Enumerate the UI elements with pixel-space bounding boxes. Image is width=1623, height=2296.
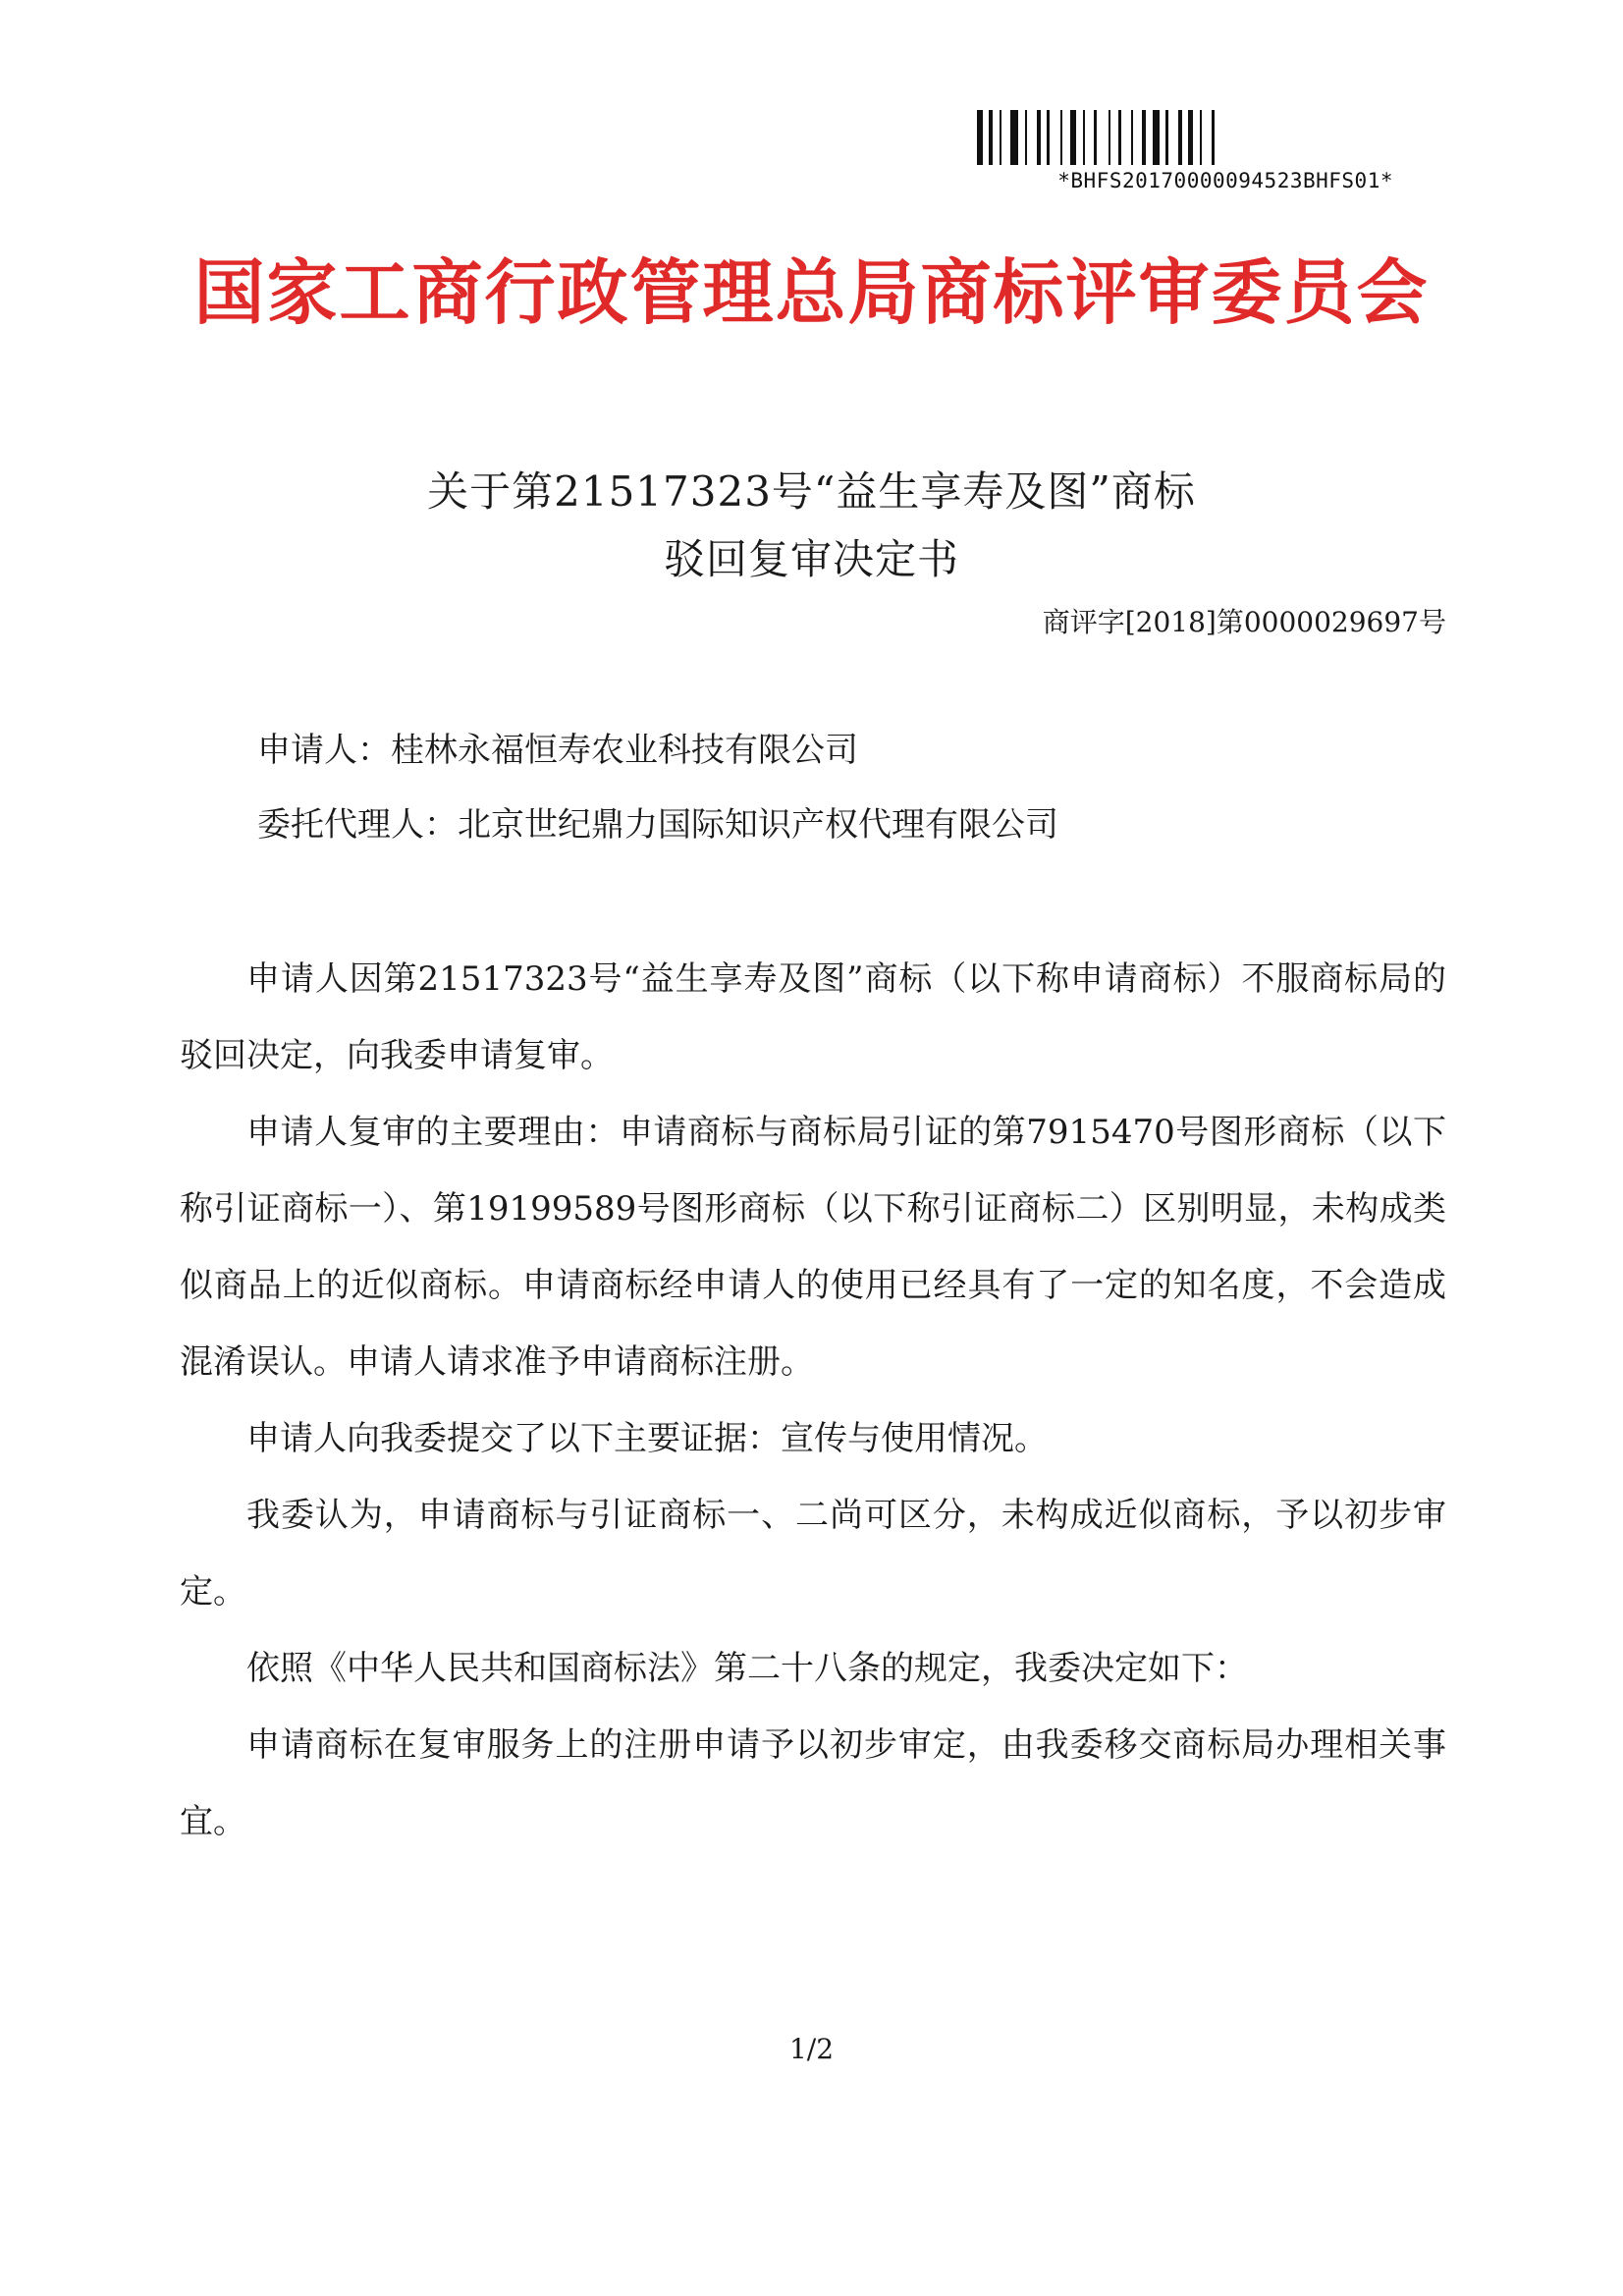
barcode-text: *BHFS20170000094523BHFS01* — [1057, 169, 1393, 192]
barcode-bar — [1094, 110, 1097, 165]
barcode-bar — [1153, 110, 1160, 165]
barcode-bar — [1060, 110, 1062, 165]
organization-title: 国家工商行政管理总局商标评审委员会 — [193, 251, 1430, 334]
barcode-bar — [1083, 110, 1085, 165]
body-paragraph-2: 申请人复审的主要理由：申请商标与商标局引证的第7915470号图形商标（以下称引证商标一）、第19199589号图形商标（以下称引证商标二）区别明显，未构成类似商品上的近似商标。申请商标经申请人的使用已经具有了一定的知名度，不会造成混淆误认。申请人请求准予申请商标注册。 — [180, 1113, 1446, 1382]
body-paragraph-4: 我委认为，申请商标与引证商标一、二尚可区分，未构成近似商标，予以初步审定。 — [180, 1496, 1446, 1612]
body-paragraph-1: 申请人因第21517323号“益生享寿及图”商标（以下称申请商标）不服商标局的驳回决定，向我委申请复审。 — [180, 959, 1446, 1075]
barcode-bar — [1165, 110, 1168, 165]
barcode-bar — [1010, 110, 1018, 165]
body-paragraph-3: 申请人向我委提交了以下主要证据：宣传与使用情况。 — [246, 1419, 1048, 1458]
barcode-bar — [1025, 110, 1027, 165]
barcode-bar — [1178, 110, 1182, 165]
page-number: 1/2 — [788, 2033, 835, 2065]
body-paragraph-6: 申请商标在复审服务上的注册申请予以初步审定，由我委移交商标局办理相关事宜。 — [180, 1725, 1446, 1841]
decision-body — [180, 941, 1446, 1860]
barcode-bar — [1000, 110, 1001, 165]
barcode-bar — [1200, 110, 1202, 165]
barcode-bar — [1118, 110, 1121, 165]
applicant-line: 申请人：桂林永福恒寿农业科技有限公司 — [257, 731, 858, 770]
document-title-line1: 关于第21517323号“益生享寿及图”商标 — [427, 467, 1196, 516]
barcode-image — [977, 110, 1393, 165]
document-number: 商评字[2018]第0000029697号 — [1042, 606, 1446, 638]
barcode-bar — [1188, 110, 1193, 165]
barcode-bar — [1131, 110, 1133, 165]
barcode-block — [977, 110, 1393, 192]
barcode-bar — [1070, 110, 1076, 165]
barcode-bar — [1037, 110, 1041, 165]
barcode-bar — [1047, 110, 1050, 165]
agent-line: 委托代理人：北京世纪鼎力国际知识产权代理有限公司 — [257, 805, 1058, 845]
barcode-bar — [1142, 110, 1146, 165]
barcode-bar — [1212, 110, 1215, 165]
barcode-bar — [1109, 110, 1110, 165]
barcode-bar — [989, 110, 993, 165]
document-title-line2: 驳回复审决定书 — [663, 535, 959, 583]
body-paragraph-5: 依照《中华人民共和国商标法》第二十八条的规定，我委决定如下： — [246, 1649, 1248, 1688]
barcode-bar — [977, 110, 983, 165]
